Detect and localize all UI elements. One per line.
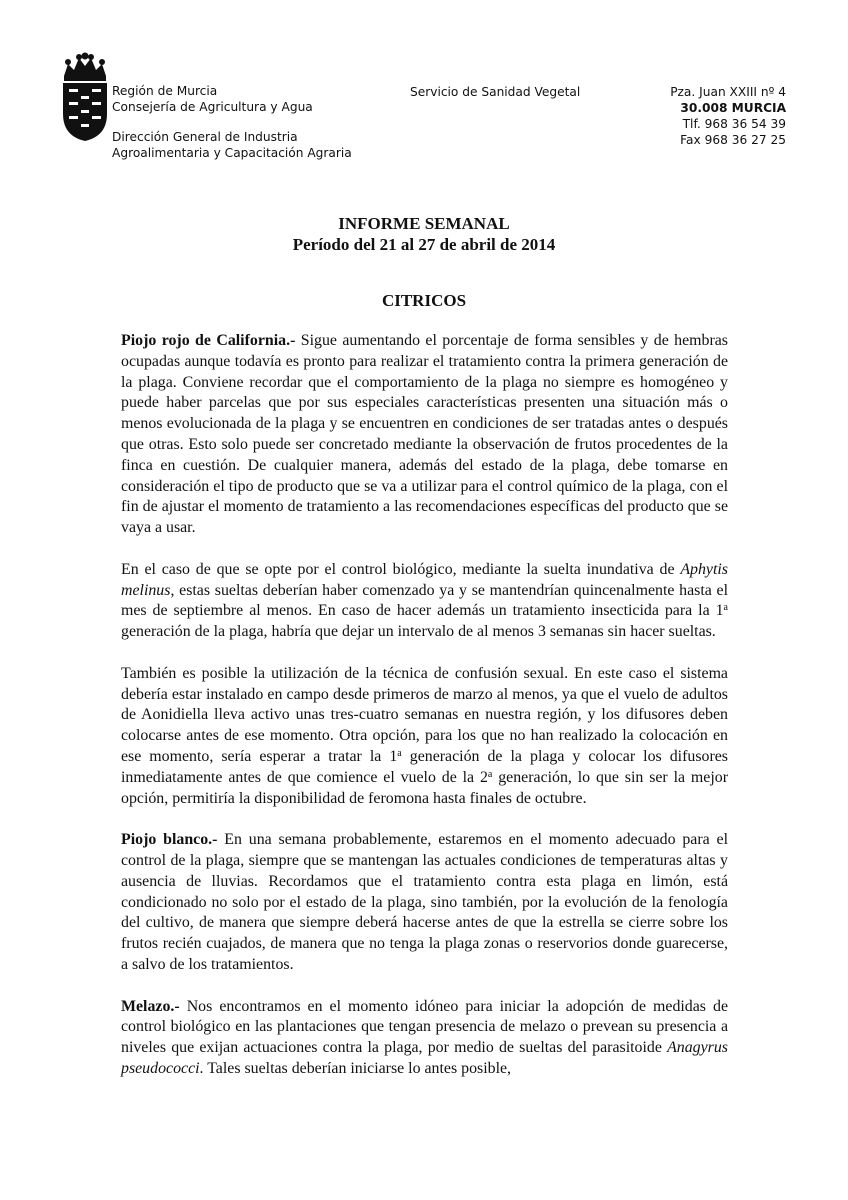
paragraph-piojo-rojo bbox=[121, 331, 728, 539]
header-department bbox=[112, 129, 352, 161]
address: Pza. Juan XXIII nº 4 bbox=[670, 85, 786, 99]
report-heading bbox=[0, 213, 848, 255]
paragraph-text: . Tales sueltas deberían iniciarse lo antes posible, bbox=[199, 1059, 512, 1077]
species-name: Anagyrus pseudococci bbox=[121, 1039, 728, 1077]
org-line-1: Región de Murcia bbox=[112, 84, 218, 98]
paragraph-text: En una semana probablemente, estaremos en el momento adecuado para el control de la plaga, siempre que se mantengan las actuales condiciones de temperaturas altas y ausencia de lluvias. Recordamos que el tratamiento contra esta plaga en limón, está condicionado no solo por el estado de la plaga, sino también, por la evolución de la fenología del cultivo, de manera que siempre deberá hacerse antes de que la estrella se cierre sobre los frutos recién cuajados, de manera que no tenga la plaga zonas o reservorios donde guarecerse, a salvo de los tratamientos. bbox=[121, 831, 729, 973]
phone: Tlf. 968 36 54 39 bbox=[682, 117, 786, 131]
paragraph-text: Nos encontramos en el momento idóneo para iniciar la adopción de medidas de control biológico en las plantaciones que tengan presencia de melazo o prevean su presencia a niveles que exijan actuaciones contra la plaga, por medio de sueltas del parasitoide bbox=[121, 997, 728, 1057]
section-title: CITRICOS bbox=[381, 291, 467, 310]
paragraph-control-biologico bbox=[121, 560, 728, 643]
paragraph-text: generación de la plaga, habría que dejar un intervalo de al menos 3 semanas sin hacer sueltas. bbox=[121, 623, 716, 641]
paragraph-confusion-sexual bbox=[121, 664, 728, 810]
paragraph-heading: Piojo rojo de California.- bbox=[121, 332, 296, 349]
paragraph-text: También es posible la utilización de la técnica de confusión sexual. En este caso el sistema debería estar instalado en campo desde primeros de marzo al menos, ya que el vuelo de adultos de Aonidiella lleva activo unas tres-cuatro semanas en nuestra región, y los difusores deben colocarse antes de ese momento. Otra opción, para los que no han realizado la colocación en ese momento, sería esperar a tratar la 1 bbox=[121, 664, 728, 765]
paragraph-text: Sigue aumentando el porcentaje de forma sensibles y de hembras ocupadas aunque todavía es pronto para realizar el tratamiento contra la primera generación de la plaga. Conviene recordar que el comportamiento de la plaga no siempre es homogéneo y puede haber parcelas que por sus especiales características presenten una situación más o menos evolucionada de la plaga y se encuentren en condiciones de ser tratadas antes o después que otras. Esto solo puede ser concretado mediante la observación de frutos procedentes de la finca en cuestión. De cualquier manera, además del estado de la plaga, debe tomarse en consideración el tipo de producto que se va a utilizar para el control químico de la plaga, con el fin de ajustar el momento de tratamiento a las recomendaciones específicas del producto que se vaya a usar. bbox=[121, 332, 728, 537]
header-organization bbox=[112, 83, 313, 115]
ordinal-superscript: a bbox=[487, 768, 493, 780]
report-body bbox=[121, 331, 728, 1100]
paragraph-text: generación, lo que sin ser la mejor opción, permitiría la disponibilidad de feromona hasta finales de octubre. bbox=[121, 768, 728, 807]
region-coat-of-arms-icon bbox=[60, 52, 110, 142]
org-line-2: Consejería de Agricultura y Agua bbox=[112, 100, 313, 114]
header-contact bbox=[670, 84, 786, 148]
paragraph-heading: Piojo blanco.- bbox=[121, 831, 218, 849]
paragraph-heading: Melazo.- bbox=[121, 997, 180, 1015]
report-title: INFORME SEMANAL bbox=[338, 214, 510, 233]
ordinal-superscript: a bbox=[397, 747, 402, 759]
paragraph-piojo-blanco bbox=[121, 830, 728, 976]
header-service: Servicio de Sanidad Vegetal bbox=[410, 85, 581, 99]
paragraph-text: En el caso de que se opte por el control biológico, mediante la suelta inundativa de bbox=[121, 560, 681, 578]
ordinal-superscript: a bbox=[723, 602, 728, 614]
species-name: Aphytis melinus bbox=[121, 560, 728, 599]
dept-line-2: Agroalimentaria y Capacitación Agraria bbox=[112, 146, 352, 160]
city: 30.008 MURCIA bbox=[680, 101, 786, 115]
dept-line-1: Dirección General de Industria bbox=[112, 130, 298, 144]
paragraph-text: , estas sueltas deberían haber comenzado ya y se mantendrían quincenalmente hasta el mes de septiembre al menos. En caso de hacer además un tratamiento insecticida para la 1 bbox=[121, 581, 728, 620]
report-period: Período del 21 al 27 de abril de 2014 bbox=[292, 235, 556, 254]
paragraph-text: generación de la plaga y colocar los difusores inmediatamente antes de que comience el vuelo de la 2 bbox=[121, 747, 728, 786]
paragraph-melazo bbox=[121, 997, 728, 1080]
fax: Fax 968 36 27 25 bbox=[680, 133, 786, 147]
